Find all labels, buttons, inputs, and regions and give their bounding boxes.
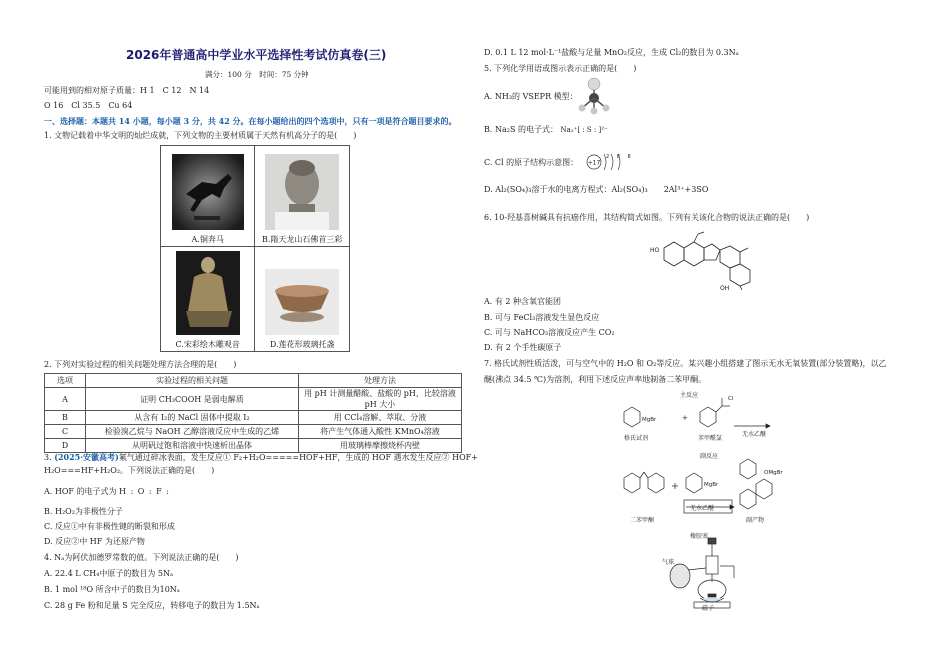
mgbr-label: MgBr (642, 417, 657, 423)
question-3-number: 3. (44, 453, 52, 462)
question-5-stem: 5. 下列化学用语或图示表示正确的是( ) (484, 64, 637, 73)
grignard-label: 格氏试剂 (624, 435, 649, 442)
q7-reaction-scheme (616, 388, 796, 548)
q4-option-c: C. 28 g Fe 粉和足量 S 完全反应，转移电子的数目为 1.5Nₐ (44, 601, 260, 610)
stir-bar-label: 磁子 (702, 605, 715, 612)
atomic-mass-line1: 可能用到的相对原子质量：H 1 C 12 N 14 (44, 86, 210, 95)
solvent-label: 无水乙醚 (742, 431, 767, 438)
question-1-stem: 1. 文物记载着中华文明的灿烂成就，下列文物的主要材质属于天然有机高分子的是( ) (44, 131, 357, 140)
cl-atom-structure-diagram (584, 150, 634, 174)
q3-option-a-text: A. HOF 的电子式为 (44, 487, 117, 496)
q5-option-d: D. Al₂(SO₄)₃溶于水的电离方程式：Al₂(SO₄)₃ 2Al³⁺+3SO (484, 185, 709, 194)
source-tag: (2025·安徽高考) (54, 452, 119, 462)
question-4-stem: 4. Nₐ为阿伏加德罗常数的值。下列说法正确的是( ) (44, 553, 239, 562)
q1-image-table (160, 145, 350, 352)
solvent-label-2: 无水乙醚 (690, 505, 715, 512)
balloon-label: 气球 (662, 559, 675, 566)
svg-text:+: + (682, 414, 688, 422)
table-row (45, 388, 462, 411)
table-row (45, 411, 462, 425)
page-title: 2026年普通高中学业水平选择性考试仿真卷(三) (126, 48, 387, 62)
q3-option-d: D. 反应②中 HF 为还原产物 (44, 537, 145, 546)
question-2-stem: 2. 下列对实验过程的相关问题处理方法合理的是( ) (44, 360, 237, 369)
question-3-stem (44, 452, 478, 463)
q6-option-b: B. 可与 FeCl₃溶液发生显色反应 (484, 313, 600, 322)
table-cell: 证明 CH₃COOH 是弱电解质 (86, 388, 299, 411)
cl-label: Cl (728, 396, 734, 402)
question-6-stem: 6. 10-羟基喜树碱具有抗癌作用，其结构简式如图。下列有关该化合物的说法正确的是( ) (484, 213, 810, 222)
table-cell: D (45, 439, 86, 453)
hydroxycamptothecin-structure (650, 228, 762, 292)
q1-option-d-label: D.莲花形玻璃托盏 (269, 340, 335, 349)
q1-option-d-cell (255, 247, 350, 352)
q6-option-a: A. 有 2 种含氧官能团 (484, 297, 562, 306)
q3-option-c: C. 反应①中有非极性键的断裂和形成 (44, 522, 175, 531)
side-product-label: 副产物 (746, 517, 765, 524)
q1-option-c-cell (161, 247, 255, 352)
table-cell: A (45, 388, 86, 411)
q7-apparatus-diagram (650, 532, 760, 612)
q4-option-d: D. 0.1 L 12 mol·L⁻¹盐酸与足量 MnO₂反应，生成 Cl₂的数目为 0.3Nₐ (484, 48, 739, 57)
q1-option-a-label: A.铜奔马 (191, 235, 224, 244)
question-7-stem: 7. 格氏试剂性质活泼，可与空气中的 H₂O 和 O₂等反应。某兴趣小组搭建了图示无水无氧装置(部分装置略)，以乙 (484, 359, 887, 368)
q6-option-d: D. 有 2 个手性碳原子 (484, 343, 562, 352)
na2s-electron-formula: Na₂⁺[ : S : ]²⁻ (560, 126, 608, 134)
question-7-stem-cont: 醚(沸点 34.5 ℃)为溶剂，利用下述反应声率地制备二苯甲酮。 (484, 375, 707, 384)
q1-option-c-label: C.宋彩绘木雕观音 (175, 340, 240, 349)
benzoyl-chloride-label: 苯甲酰氯 (698, 435, 723, 442)
q5-option-c: C. Cl 的原子结构示意图： (484, 158, 579, 167)
main-reaction-label: 主反应 (680, 392, 699, 399)
table-cell: C (45, 425, 86, 439)
table-header-cell: 处理方法 (299, 374, 462, 388)
table-cell: 用 pH 计测量醋酸、盐酸的 pH，比较溶液 pH 大小 (299, 388, 462, 411)
table-cell: 将产生气体通入酸性 KMnO₄溶液 (299, 425, 462, 439)
table-cell: 从明矾过饱和溶液中快速析出晶体 (86, 439, 299, 453)
table-cell: 检验溴乙烷与 NaOH 乙醇溶液反应中生成的乙烯 (86, 425, 299, 439)
stone-buddha-head-image (265, 154, 339, 230)
stopper-label: 橡胶塞 (690, 533, 709, 540)
table-header-cell: 选项 (45, 374, 86, 388)
q6-option-c: C. 可与 NaHCO₃溶液反应产生 CO₂ (484, 328, 615, 337)
table-header-row (45, 374, 462, 388)
wooden-guanyin-image (176, 251, 240, 335)
electron-shells: 2 8 8 (606, 154, 634, 160)
q3-option-a (44, 487, 170, 497)
nucleus-charge: +17 (587, 159, 601, 167)
section-heading: 一、选择题：本题共 14 小题，每小题 3 分，共 42 分。在每小题给出的四个选项中，只有一项是符合题目要求的。 (44, 116, 457, 126)
lotus-glass-cup-image (265, 269, 339, 335)
q1-option-b-cell (255, 146, 350, 247)
table-row (45, 425, 462, 439)
q1-option-a-cell (161, 146, 255, 247)
ho-group-label: HO (650, 247, 660, 254)
atomic-mass-line2: O 16 Cl 35.5 Cu 64 (44, 101, 133, 110)
bronze-horse-image (172, 154, 244, 230)
mgbr-label-2: MgBr (704, 482, 719, 488)
q2-table (44, 373, 462, 453)
q5-option-a: A. NH₃的 VSEPR 模型： (484, 92, 578, 101)
q1-option-b-label: B.隋天龙山石佛首三彩 (262, 235, 343, 244)
side-reaction-label: 副反应 (700, 453, 719, 460)
q4-option-a: A. 22.4 L CH₄中原子的数目为 5Nₐ (44, 569, 174, 578)
benzophenone-label: 二苯甲酮 (630, 517, 655, 524)
table-cell: B (45, 411, 86, 425)
table-cell: 用玻璃棒摩擦烧杯内壁 (299, 439, 462, 453)
q3-option-b: B. H₂O₂为非极性分子 (44, 507, 123, 516)
hof-electron-formula: H : O : F : (119, 487, 170, 496)
table-header-cell: 实验过程的相关问题 (86, 374, 299, 388)
q5-option-b (484, 125, 608, 135)
table-row (45, 439, 462, 453)
nh3-vsepr-model-image (576, 76, 612, 116)
omgbr-label: OMgBr (764, 470, 783, 476)
table-cell: 用 CCl₄溶解、萃取、分液 (299, 411, 462, 425)
question-3-text: 氟气通过碎冰表面，发生反应① F₂+H₂O=====HOF+HF，生成的 HOF 遇水发生反应② HOF+ (118, 453, 478, 462)
question-3-stem-cont: H₂O===HF+H₂O₂。下列说法正确的是( ) (44, 466, 215, 475)
oh-group-label: OH (720, 285, 730, 292)
table-cell: 从含有 I₂的 NaCl 固体中提取 I₂ (86, 411, 299, 425)
exam-meta: 满分：100 分 时间：75 分钟 (205, 70, 309, 79)
q4-option-b: B. 1 mol ¹⁸O 所含中子的数目为10Nₐ (44, 585, 180, 594)
q5-option-b-text: B. Na₂S 的电子式： (484, 125, 558, 134)
